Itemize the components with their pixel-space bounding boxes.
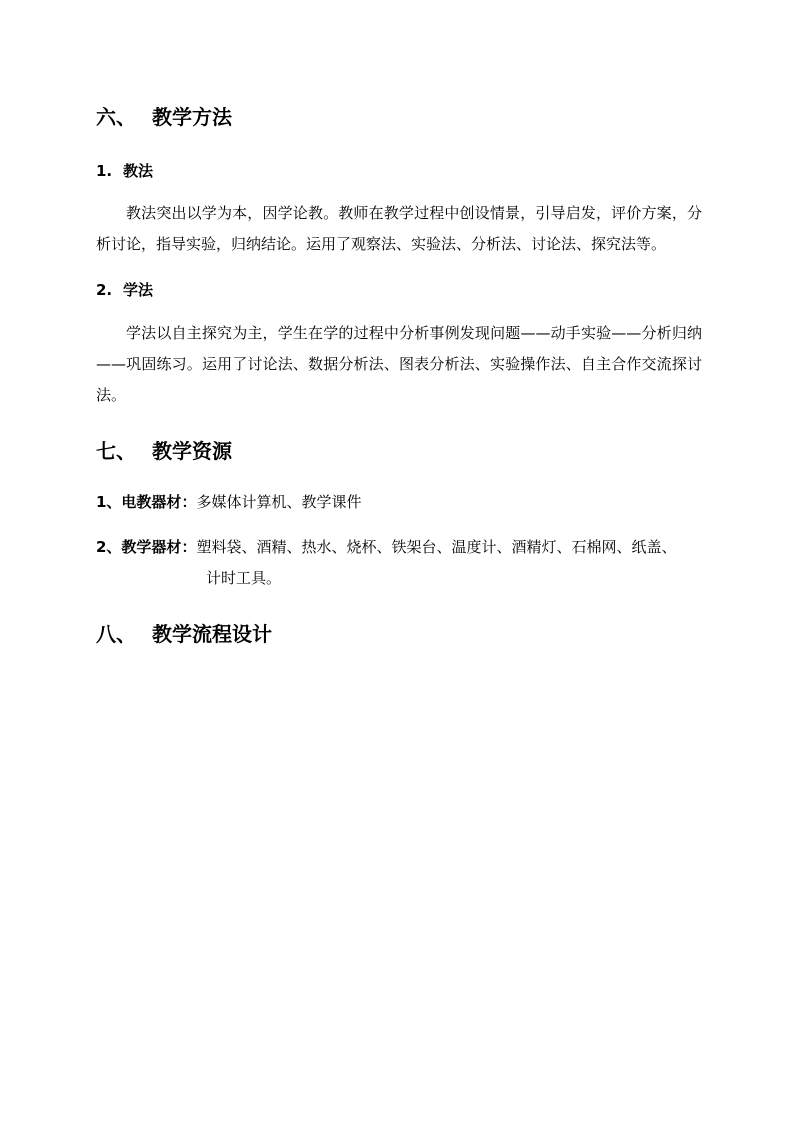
section-number: 八、 bbox=[96, 622, 136, 646]
subsection-number: 1. bbox=[96, 162, 113, 180]
section-number: 七、 bbox=[96, 439, 136, 463]
section-heading-teaching-flow bbox=[96, 622, 272, 646]
resource-label: 2、教学器材： bbox=[96, 538, 197, 556]
resource-item-electronic bbox=[96, 487, 361, 518]
paragraph-teaching-method: 教法突出以学为本，因学论教。教师在教学过程中创设情景，引导启发，评价方案，分析讨论，指导实验，归纳结论。运用了观察法、实验法、分析法、讨论法、探究法等。 bbox=[96, 204, 702, 253]
section-title: 教学方法 bbox=[152, 105, 232, 129]
resource-text: 多媒体计算机、教学课件 bbox=[196, 493, 362, 511]
resource-text: 塑料袋、酒精、热水、烧杯、铁架台、温度计、酒精灯、石棉网、纸盖、 bbox=[196, 538, 677, 556]
subsection-heading-learning-method bbox=[96, 280, 153, 300]
section-heading-teaching-methods bbox=[96, 105, 232, 129]
resource-label: 1、电教器材： bbox=[96, 493, 197, 511]
resource-item-equipment bbox=[96, 532, 676, 563]
resource-item-equipment-continuation: 计时工具。 bbox=[206, 569, 282, 587]
section-title: 教学流程设计 bbox=[152, 622, 272, 646]
section-heading-teaching-resources bbox=[96, 439, 232, 463]
section-number: 六、 bbox=[96, 105, 136, 129]
subsection-title: 教法 bbox=[123, 162, 154, 180]
subsection-heading-teaching-method bbox=[96, 161, 153, 181]
section-title: 教学资源 bbox=[152, 439, 232, 463]
subsection-title: 学法 bbox=[123, 281, 154, 299]
paragraph-learning-method: 学法以自主探究为主，学生在学的过程中分析事例发现问题——动手实验——分析归纳——巩固练习。运用了讨论法、数据分析法、图表分析法、实验操作法、自主合作交流探讨法。 bbox=[96, 324, 702, 404]
subsection-number: 2. bbox=[96, 281, 113, 299]
